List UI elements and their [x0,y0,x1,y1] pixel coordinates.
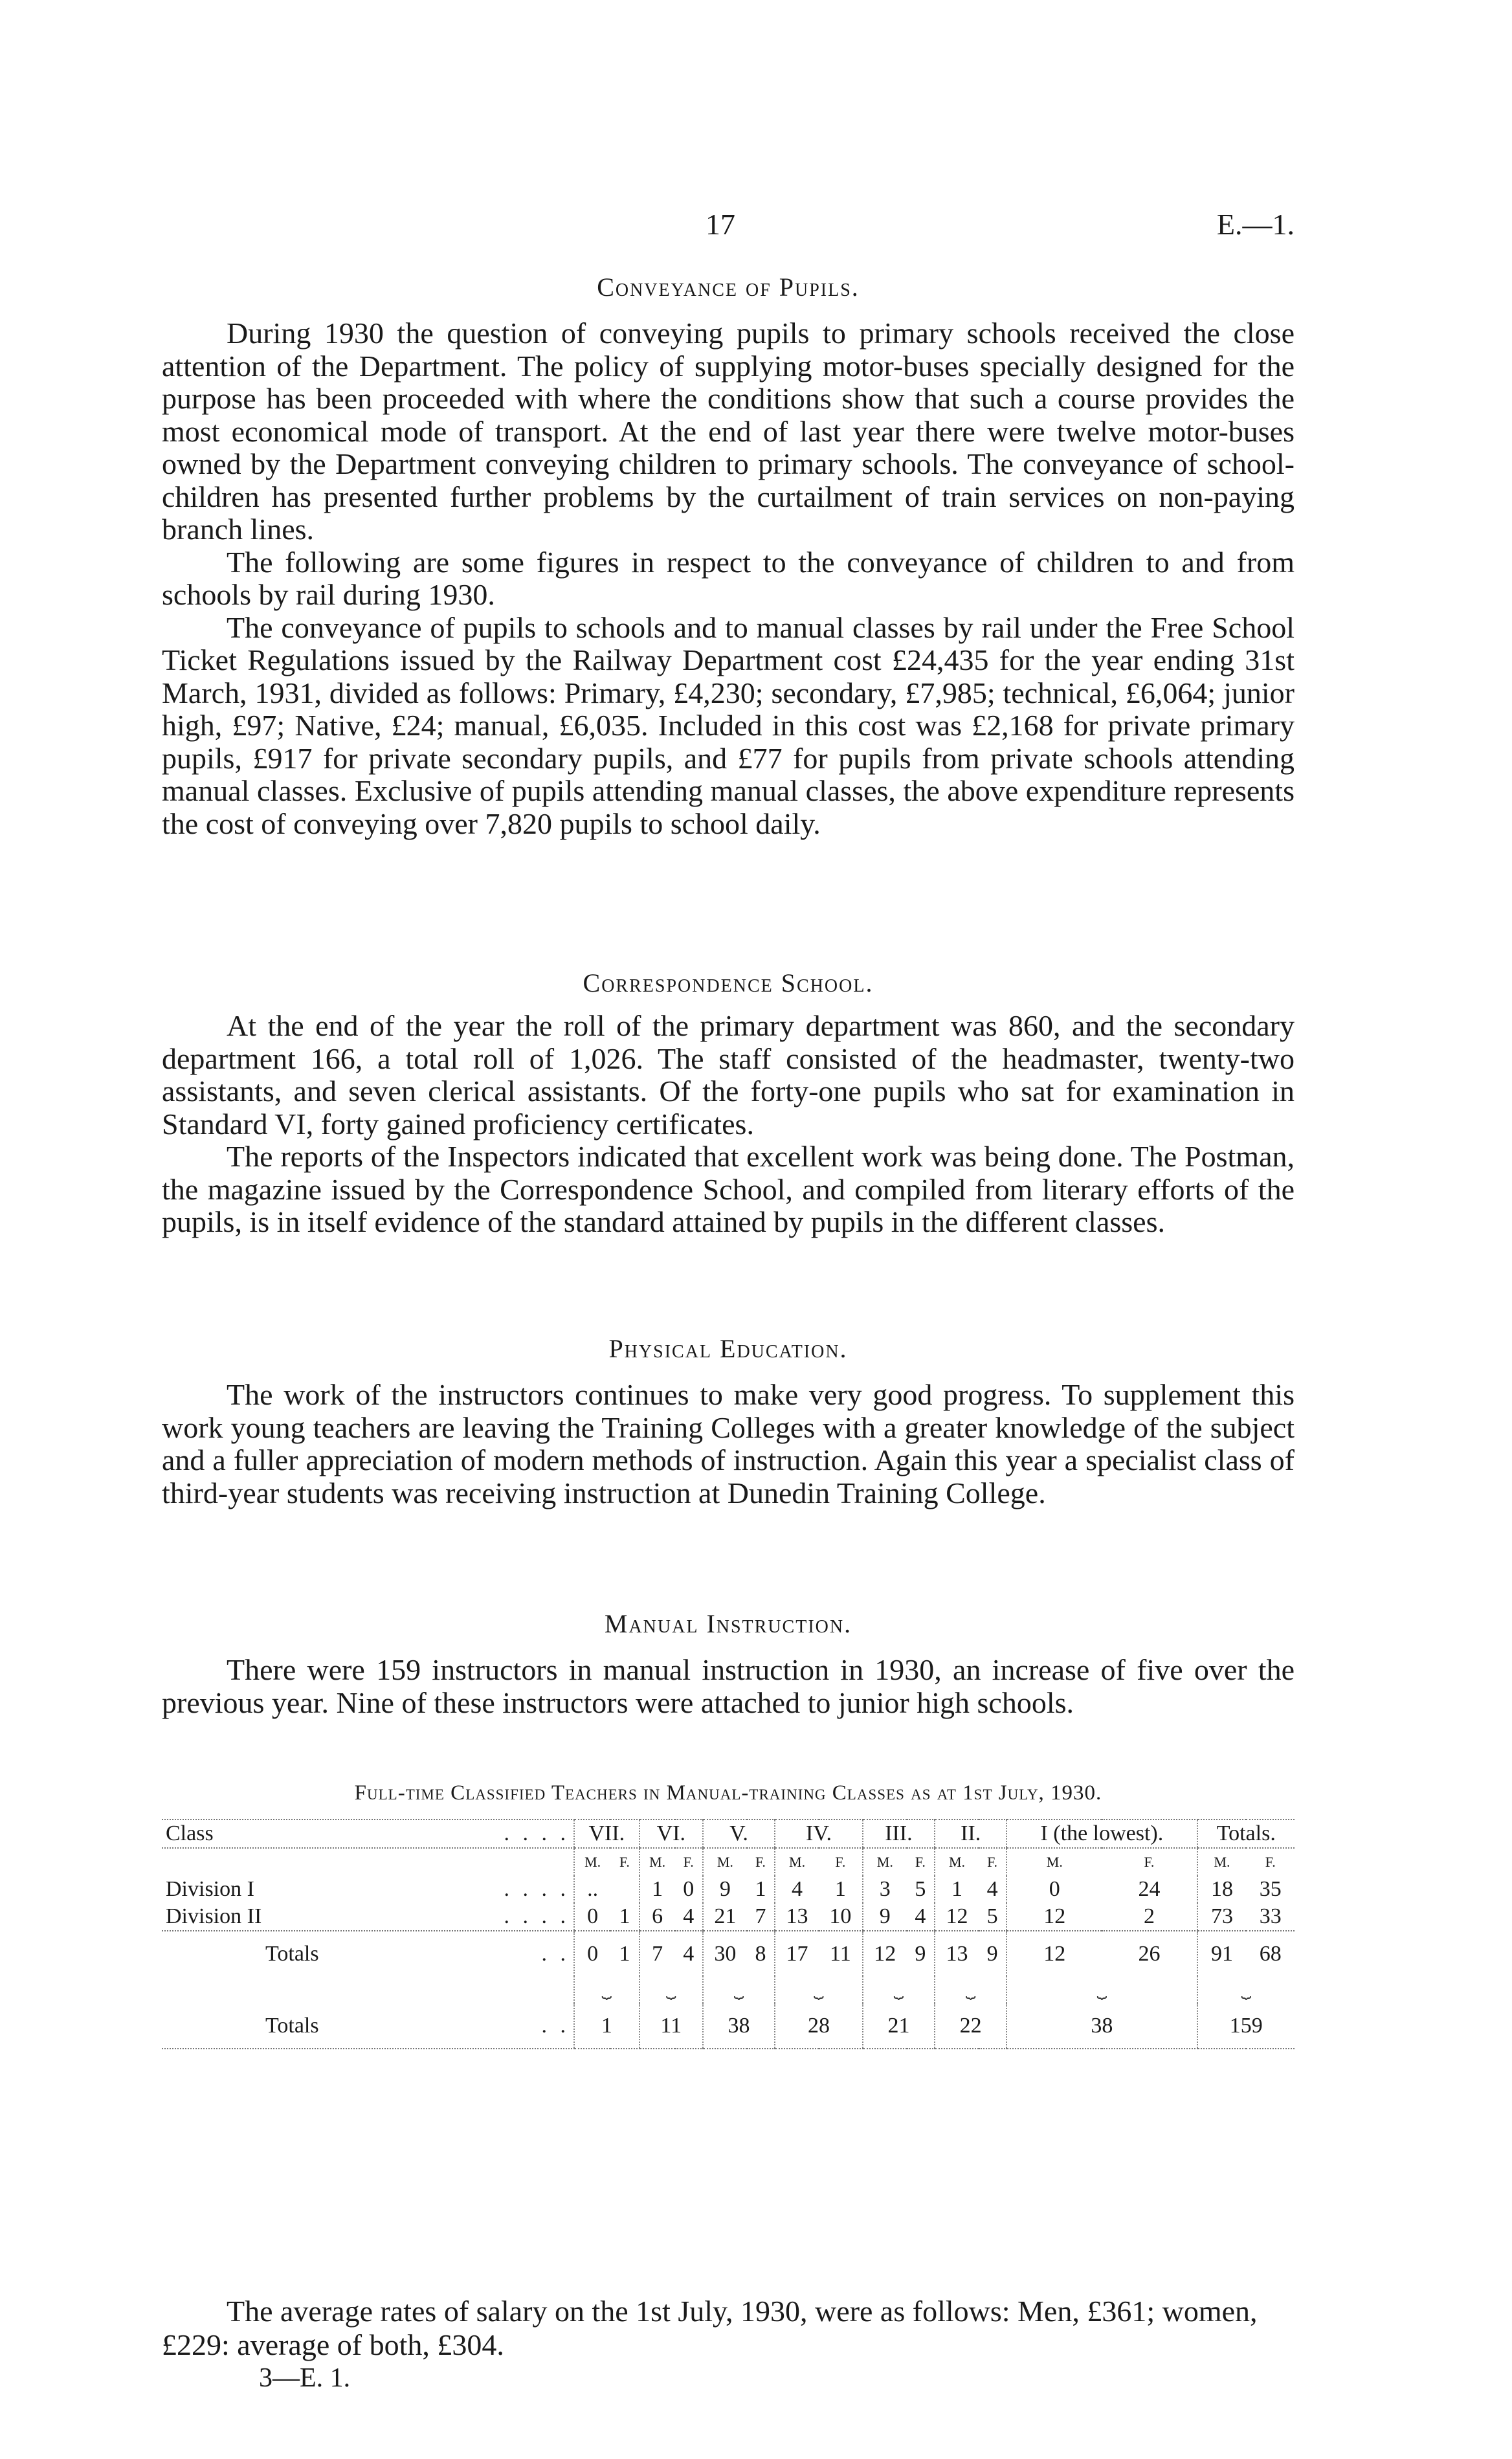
table-cell: 1 [639,1876,675,1903]
table-cell: 22 [935,2003,1006,2049]
table-cell: 17 [775,1931,819,1976]
section-body-correspondence [162,1010,1295,1239]
male-header: M. [775,1848,819,1876]
female-header: F. [915,1854,926,1870]
table-cell: 18 [1197,1876,1247,1903]
table-cell: 5 [979,1903,1006,1931]
table-cell: 28 [775,2003,863,2049]
table-cell: 73 [1197,1903,1247,1931]
column-header: Totals. [1197,1819,1295,1848]
table-cell: 13 [935,1931,979,1976]
section-heading-physical: Physical Education. [608,1334,848,1363]
table-cell: 1 [834,1877,846,1901]
column-header: IV. [775,1819,863,1848]
female-header: F. [683,1854,694,1870]
teachers-table [162,1819,1295,2049]
table-cell: 21 [703,1903,747,1931]
table-cell: 7 [747,1903,775,1931]
table-cell: 68 [1259,1941,1282,1966]
section-body-physical [162,1379,1295,1509]
table-cell: 0 [574,1903,610,1931]
table-cell: 0 [683,1877,695,1901]
table-cell: 4 [675,1903,703,1931]
table-cell: 9 [915,1941,926,1966]
leader-dots: . . [541,2013,570,2038]
table-cell: 4 [986,1877,998,1901]
table-cell: 5 [915,1877,926,1901]
leader-dots: . . [541,1941,570,1966]
table-cell: 12 [863,1931,907,1976]
female-header: F. [755,1854,766,1870]
table-cell: 4 [775,1876,819,1903]
table-cell: 1 [619,1941,630,1966]
table-cell: 1 [755,1877,766,1901]
table-cell: 33 [1246,1903,1295,1931]
table-cell: 7 [639,1931,675,1976]
totals-row [162,1931,1295,1976]
row-label: Division II [166,1904,262,1928]
paragraph: The reports of the Inspectors indicated that excellent work was being done. The Postman, the magazine issued by the Correspondence School, and compiled from literary efforts of the pupils, is in itself evidence of the standard attained by pupils in the different classes. [162,1140,1295,1238]
table-cell: 91 [1197,1931,1247,1976]
male-header: M. [863,1848,907,1876]
female-header: F. [835,1854,846,1870]
column-header: I (the lowest). [1006,1819,1197,1848]
table-cell: 3 [863,1876,907,1903]
page-header [162,207,1295,246]
table-cell: 21 [863,2003,935,2049]
table-cell: .. [574,1876,610,1903]
table-cell: 9 [863,1903,907,1931]
brace-icon: ⏟ [703,1976,775,2003]
brace-icon: ⏟ [1197,1976,1295,2003]
female-header: F. [1144,1854,1155,1870]
paragraph: At the end of the year the roll of the primary department was 860, and the secondary department 166, a total roll of 1,026. The staff consisted of the headmaster, twenty-two assistants, and seven clerical assistants. Of the forty-one pupils who sat for examination in Standard VI, forty gained proficiency certificates. [162,1009,1295,1140]
page-signature: 3—E. 1. [259,2363,351,2393]
column-header-class [162,1819,574,1848]
table-cell: 13 [775,1903,819,1931]
table-cell: 6 [639,1903,675,1931]
column-header: III. [863,1819,935,1848]
table-cell: 4 [683,1941,695,1966]
table-cell: 12 [935,1903,979,1931]
paragraph: The following are some figures in respect to the conveyance of children to and from schools by rail during 1930. [162,545,1295,611]
male-header: M. [703,1848,747,1876]
male-header: M. [935,1848,979,1876]
section-body-manual [162,1654,1295,1719]
table-cell: 11 [639,2003,703,2049]
section-body-conveyance [162,317,1295,840]
document-reference: E.—1. [1216,208,1295,241]
table-cell: 12 [1006,1931,1102,1976]
brace-icon: ⏟ [639,1976,703,2003]
brace-icon: ⏟ [935,1976,1006,2003]
table-cell: 38 [703,2003,775,2049]
table-cell: 30 [703,1931,747,1976]
table-cell: 4 [907,1903,935,1931]
row-label: Totals [265,2013,319,2038]
column-header: II. [935,1819,1006,1848]
closing-paragraph-block [162,2295,1295,2362]
table-cell: 8 [755,1941,766,1966]
table-cell: 9 [703,1876,747,1903]
class-label: Class [166,1821,214,1845]
section-heading-conveyance: Conveyance of Pupils. [597,273,860,302]
leader-dots: . . . . [504,1877,570,1901]
leader-dots: . . . . [504,1821,570,1845]
section-heading-manual: Manual Instruction. [604,1609,852,1638]
table-cell: 1 [935,1876,979,1903]
page-number: 17 [706,208,735,241]
male-header: M. [1197,1848,1247,1876]
male-header: M. [1006,1848,1102,1876]
brace-icon: ⏟ [574,1976,639,2003]
table-cell: 35 [1259,1877,1282,1901]
table-header-row [162,1819,1295,1848]
female-header: F. [1265,1854,1276,1870]
column-header: V. [703,1819,775,1848]
column-header: VI. [639,1819,703,1848]
brace-icon: ⏟ [1006,1976,1197,2003]
male-header: M. [574,1848,610,1876]
table-cell: 11 [830,1941,851,1966]
table-cell: 38 [1006,2003,1197,2049]
female-header: F. [987,1854,998,1870]
table-cell: 10 [819,1903,863,1931]
table-title: Full-time Classified Teachers in Manual-training Classes as at 1st July, 1930. [354,1781,1102,1805]
combined-totals-row [162,2003,1295,2049]
table-cell: 1 [610,1903,639,1931]
table-cell [610,1876,639,1903]
paragraph: There were 159 instructors in manual instruction in 1930, an increase of five over the previous year. Nine of these instructors were attached to junior high schools. [162,1653,1295,1719]
paragraph: The average rates of salary on the 1st July, 1930, were as follows: Men, £361; women, £229: average of both, £304. [162,2295,1258,2361]
table-cell: 24 [1138,1877,1161,1901]
male-header: M. [639,1848,675,1876]
section-heading-correspondence: Correspondence School. [583,968,874,997]
column-header: VII. [574,1819,639,1848]
gender-subheader-row [162,1848,1295,1876]
paragraph: The work of the instructors continues to make very good progress. To supplement this work young teachers are leaving the Training Colleges with a greater knowledge of the subject and a fuller appreciation of modern methods of instruction. Again this year a specialist class of third-year students was receiving instruction at Dunedin Training College. [162,1378,1295,1509]
brace-icon: ⏟ [775,1976,863,2003]
table-cell: 1 [574,2003,639,2049]
leader-dots: . . . . [504,1904,570,1928]
row-label: Totals [265,1941,319,1966]
row-label: Division I [166,1877,254,1901]
table-row [162,1903,1295,1931]
table-cell: 9 [986,1941,998,1966]
table-cell: 2 [1102,1903,1197,1931]
table-cell: 12 [1006,1903,1102,1931]
brace-row [162,1976,1295,2003]
table-cell: 0 [574,1931,610,1976]
paragraph: The conveyance of pupils to schools and to manual classes by rail under the Free School Ticket Regulations issued by the Railway Department cost £24,435 for the year ending 31st March, 1931, divided as follows: Primary, £4,230; secondary, £7,985; technical, £6,064; junior high, £97; Native, £24; manual, £6,035. Included in this cost was £2,168 for private primary pupils, £917 for private secondary pupils, and £77 for pupils from private schools attending manual classes. Exclusive of pupils attending manual classes, the above expenditure represents the cost of conveying over 7,820 pupils to school daily. [162,610,1295,840]
table-row [162,1876,1295,1903]
paragraph: During 1930 the question of conveying pupils to primary schools received the close attention of the Department. The policy of supplying motor-buses specially designed for the purpose has been proceeded with where the conditions show that such a course provides the most economical mode of transport. At the end of last year there were twelve motor-buses owned by the Department conveying children to primary schools. The conveyance of school-children has presented further problems by the curtailment of train services on non-paying branch lines. [162,317,1295,546]
table-cell: 26 [1138,1941,1161,1966]
brace-icon: ⏟ [863,1976,935,2003]
table-cell: 0 [1006,1876,1102,1903]
female-header: F. [619,1854,630,1870]
table-cell: 159 [1197,2003,1295,2049]
